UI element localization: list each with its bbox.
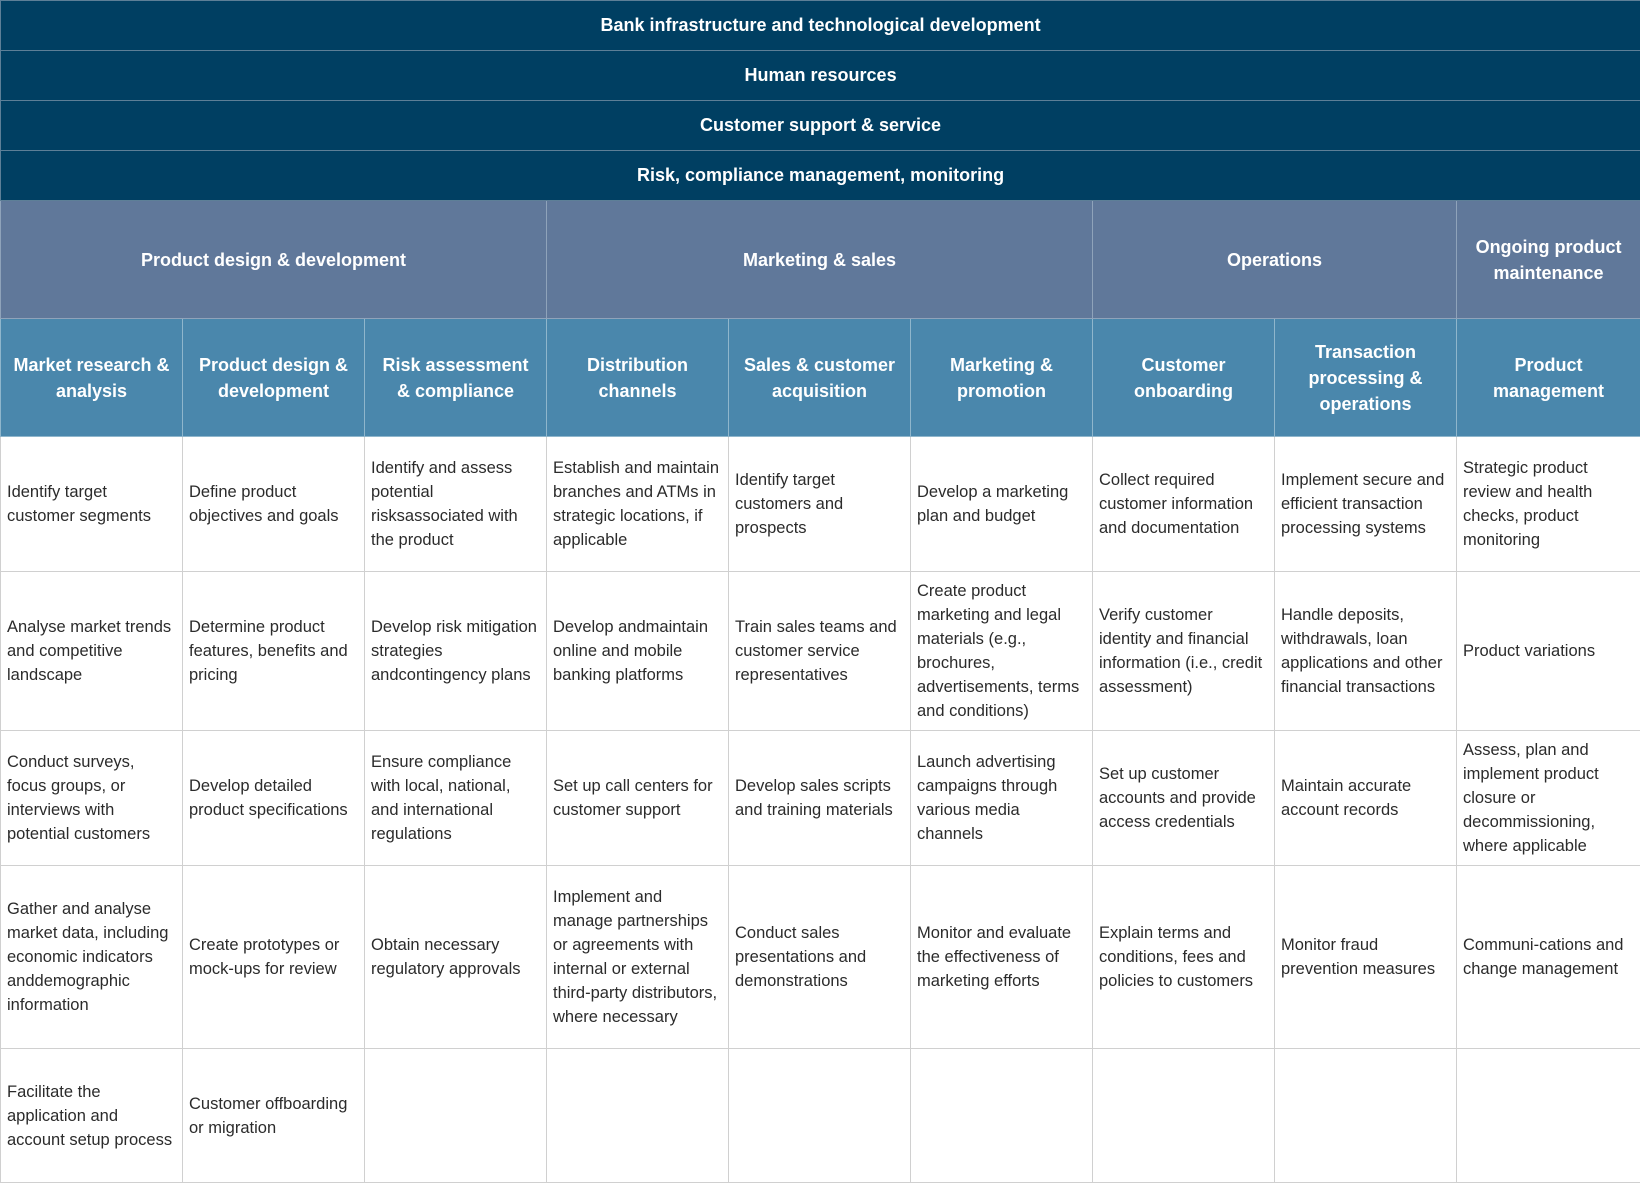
activity-cell-empty [729, 1049, 911, 1183]
stage-operations: Operations [1093, 201, 1457, 319]
stage-header-row [1, 201, 1640, 319]
support-band-risk-compliance: Risk, compliance management, monitoring [1, 151, 1640, 201]
activity-cell: Ensure compliance with local, national, and international regulations [365, 731, 547, 866]
activity-cell: Customer offboarding or migration [183, 1049, 365, 1183]
activity-cell: Obtain necessary regulatory approvals [365, 866, 547, 1049]
activity-cell: Set up customer accounts and provide access credentials [1093, 731, 1275, 866]
activity-cell: Develop andmaintain online and mobile banking platforms [547, 572, 729, 731]
activity-cell-empty [1093, 1049, 1275, 1183]
function-customer-onboarding: Customer onboarding [1093, 319, 1275, 437]
activity-cell: Collect required customer information and documentation [1093, 437, 1275, 572]
activity-cell: Create prototypes or mock-ups for review [183, 866, 365, 1049]
activity-cell: Communi-cations and change management [1457, 866, 1640, 1049]
activity-cell: Strategic product review and health checks, product monitoring [1457, 437, 1640, 572]
activity-row [1, 1049, 1640, 1183]
activity-cell: Monitor and evaluate the effectiveness of marketing efforts [911, 866, 1093, 1049]
function-product-design: Product design & development [183, 319, 365, 437]
support-band-row [1, 101, 1640, 151]
function-market-research: Market research & analysis [1, 319, 183, 437]
activity-cell: Implement and manage partnerships or agreements with internal or external third-party distributors, where necessary [547, 866, 729, 1049]
function-marketing-promotion: Marketing & promotion [911, 319, 1093, 437]
support-band-row [1, 1, 1640, 51]
activity-cell: Launch advertising campaigns through various media channels [911, 731, 1093, 866]
support-band-row [1, 51, 1640, 101]
activity-cell: Handle deposits, withdrawals, loan applications and other financial transactions [1275, 572, 1457, 731]
activity-cell: Define product objectives and goals [183, 437, 365, 572]
activity-cell: Assess, plan and implement product closure or decommissioning, where applicable [1457, 731, 1640, 866]
activity-row [1, 731, 1640, 866]
stage-marketing-sales: Marketing & sales [547, 201, 1093, 319]
function-risk-assessment: Risk assessment & compliance [365, 319, 547, 437]
activity-cell-empty [1457, 1049, 1640, 1183]
activity-cell: Facilitate the application and account setup process [1, 1049, 183, 1183]
function-header-row [1, 319, 1640, 437]
activity-cell: Develop a marketing plan and budget [911, 437, 1093, 572]
activity-cell: Identify target customer segments [1, 437, 183, 572]
activity-cell: Develop sales scripts and training materials [729, 731, 911, 866]
support-band-infrastructure: Bank infrastructure and technological development [1, 1, 1640, 51]
activity-cell: Conduct surveys, focus groups, or interviews with potential customers [1, 731, 183, 866]
activity-cell: Verify customer identity and financial information (i.e., credit assessment) [1093, 572, 1275, 731]
activity-cell: Determine product features, benefits and pricing [183, 572, 365, 731]
activity-row [1, 866, 1640, 1049]
activity-row [1, 437, 1640, 572]
activity-cell: Monitor fraud prevention measures [1275, 866, 1457, 1049]
activity-cell: Product variations [1457, 572, 1640, 731]
function-distribution-channels: Distribution channels [547, 319, 729, 437]
activity-cell: Develop detailed product specifications [183, 731, 365, 866]
activity-cell: Analyse market trends and competitive landscape [1, 572, 183, 731]
activity-cell-empty [911, 1049, 1093, 1183]
activity-cell-empty [1275, 1049, 1457, 1183]
stage-ongoing-maintenance: Ongoing product maintenance [1457, 201, 1640, 319]
stage-product-design: Product design & development [1, 201, 547, 319]
activity-cell: Explain terms and conditions, fees and policies to customers [1093, 866, 1275, 1049]
function-sales-acquisition: Sales & customer acquisition [729, 319, 911, 437]
activity-cell: Gather and analyse market data, including economic indicators anddemographic information [1, 866, 183, 1049]
activity-row [1, 572, 1640, 731]
activity-cell-empty [547, 1049, 729, 1183]
activity-cell: Establish and maintain branches and ATMs in strategic locations, if applicable [547, 437, 729, 572]
activity-cell: Implement secure and efficient transaction processing systems [1275, 437, 1457, 572]
activity-cell: Maintain accurate account records [1275, 731, 1457, 866]
function-product-management: Product management [1457, 319, 1640, 437]
support-band-human-resources: Human resources [1, 51, 1640, 101]
activity-cell: Create product marketing and legal materials (e.g., brochures, advertisements, terms and conditions) [911, 572, 1093, 731]
support-band-row [1, 151, 1640, 201]
activity-cell: Identify target customers and prospects [729, 437, 911, 572]
activity-cell: Conduct sales presentations and demonstrations [729, 866, 911, 1049]
support-band-customer-support: Customer support & service [1, 101, 1640, 151]
function-transaction-processing: Transaction processing & operations [1275, 319, 1457, 437]
activity-cell: Identify and assess potential risksassociated with the product [365, 437, 547, 572]
activity-cell: Train sales teams and customer service representatives [729, 572, 911, 731]
activity-cell: Develop risk mitigation strategies andcontingency plans [365, 572, 547, 731]
activity-cell: Set up call centers for customer support [547, 731, 729, 866]
activity-cell-empty [365, 1049, 547, 1183]
